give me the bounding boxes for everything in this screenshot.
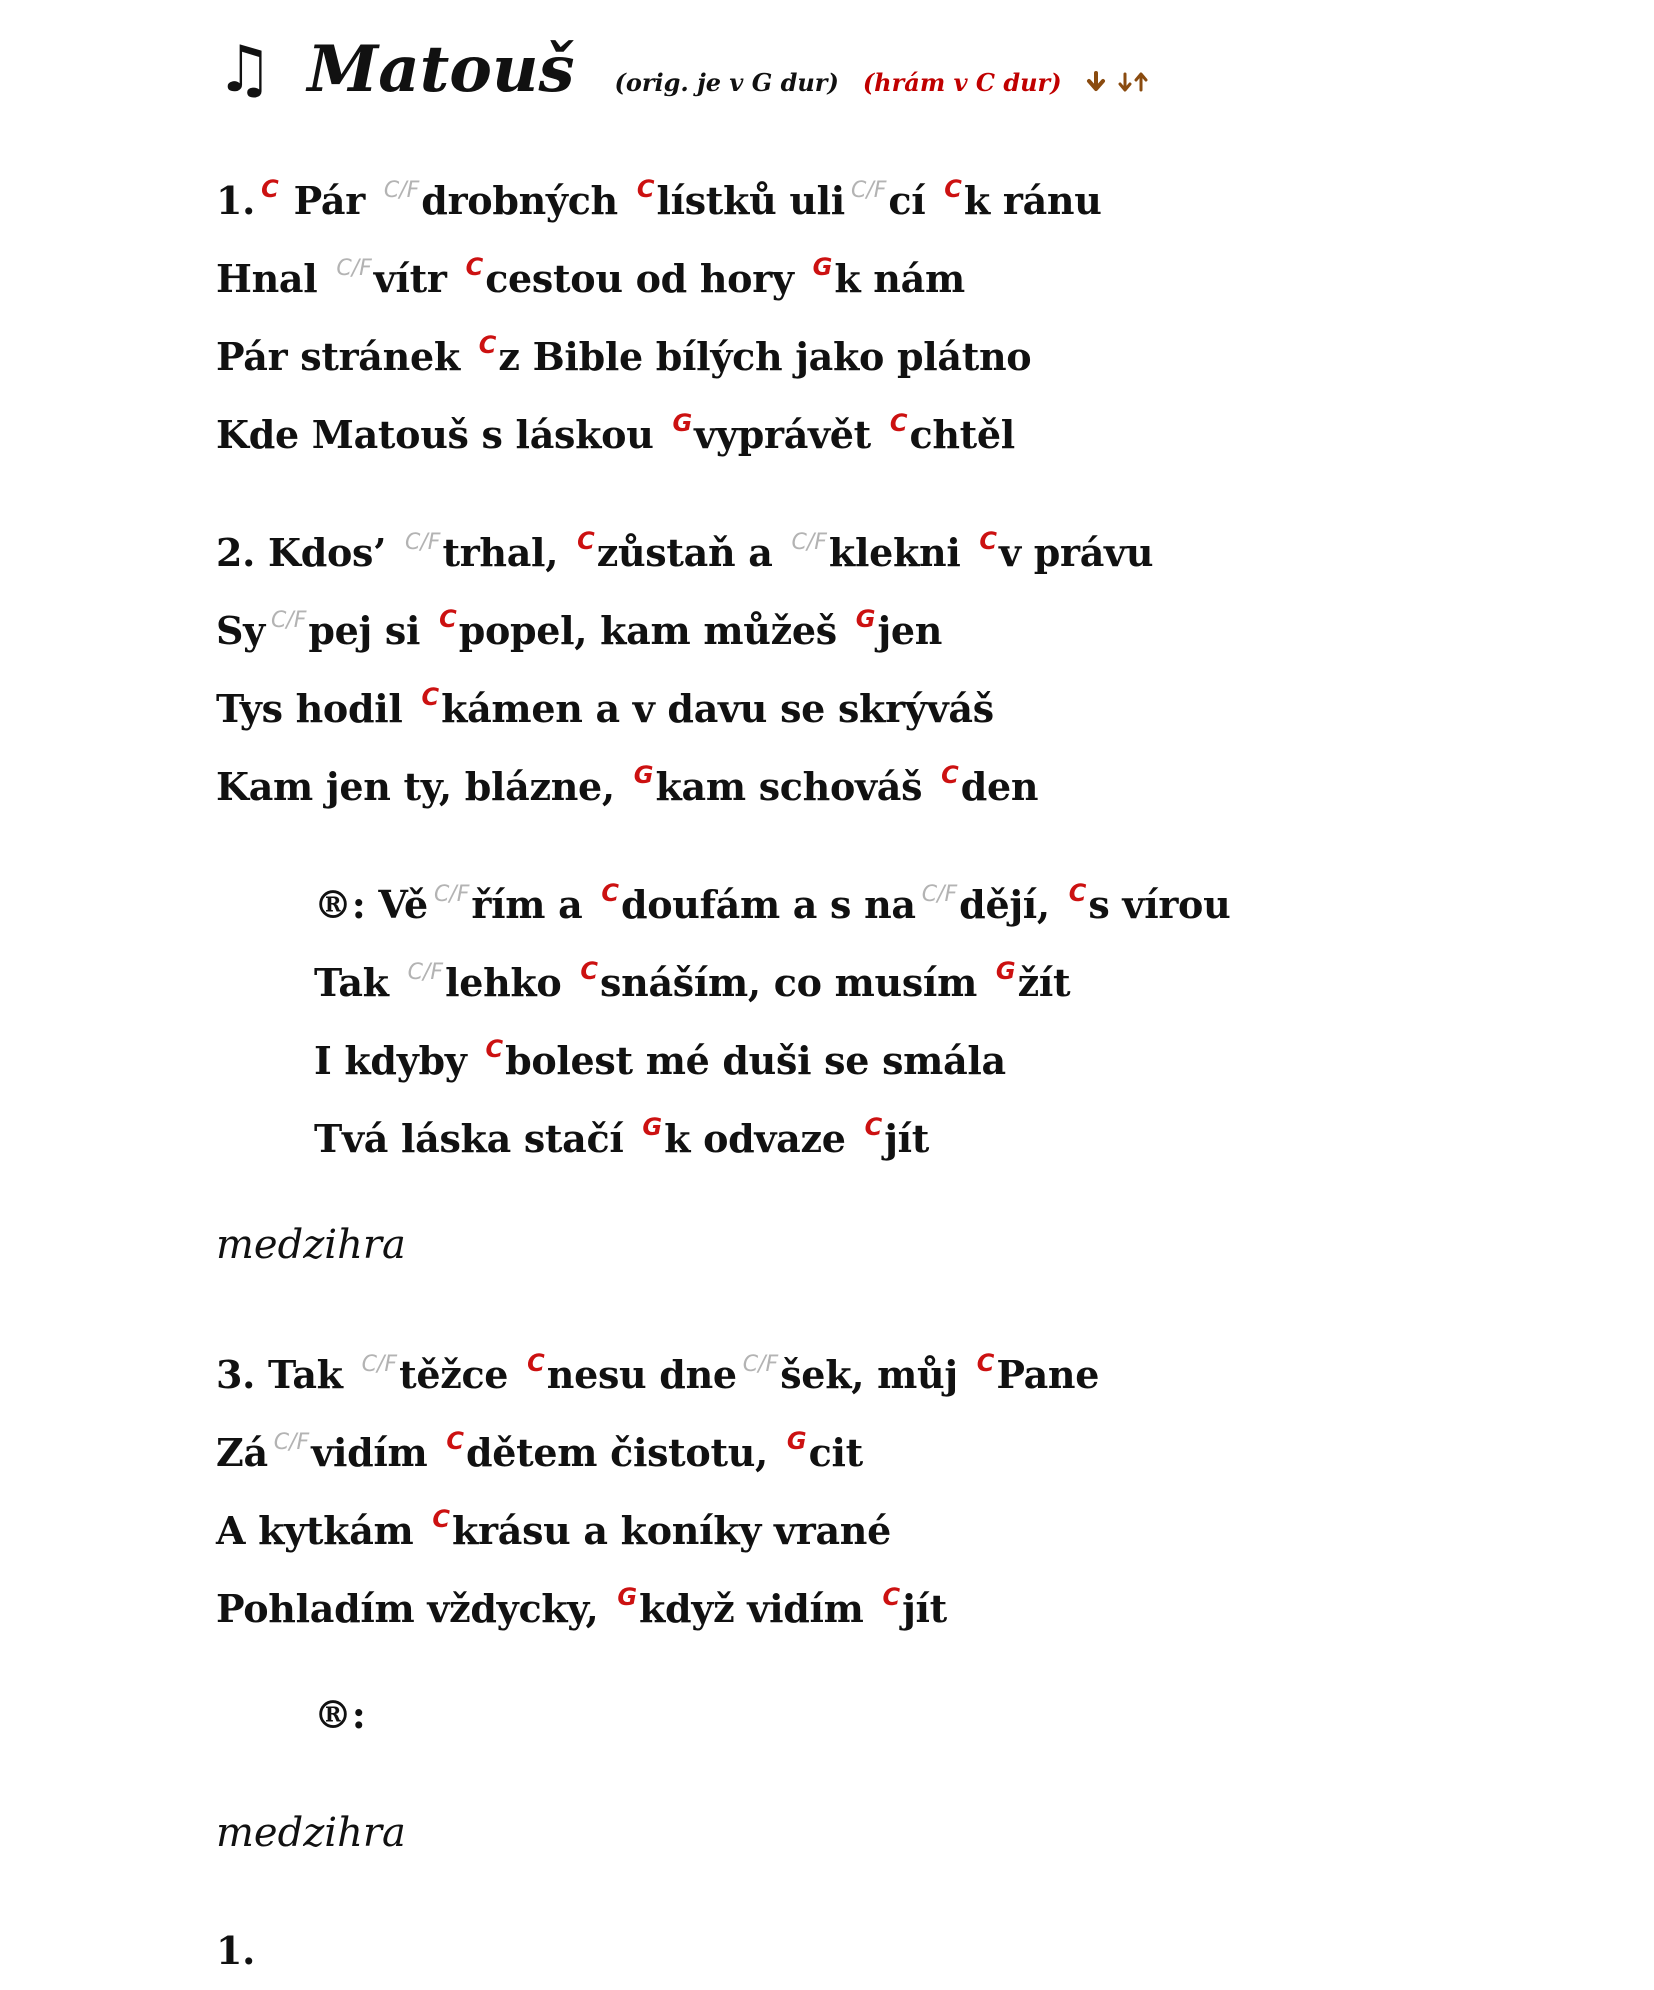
lyric-text: ®: Vě: [314, 882, 428, 927]
chord: C: [478, 331, 497, 359]
lyric-line: [216, 854, 1654, 932]
lyric-text: lístků uli: [656, 178, 845, 223]
lyric-text: den: [960, 764, 1039, 809]
lyric-text: A kytkám: [216, 1508, 427, 1553]
chorus-block: [216, 1676, 1654, 1754]
verse-block: [216, 1324, 1654, 1636]
lyric-text: dětem čistotu,: [466, 1430, 781, 1475]
lyric-text: snáším, co musím: [600, 960, 990, 1005]
chord: C: [465, 253, 484, 281]
lyric-text: Tak: [314, 960, 402, 1005]
lyric-text: s vírou: [1088, 882, 1231, 927]
chord-alt: C/F: [742, 1352, 779, 1377]
lyric-text: klekni: [828, 530, 974, 575]
chord: C: [446, 1427, 464, 1455]
lyric-text: kam schováš: [655, 764, 936, 809]
lyric-text: k ránu: [963, 178, 1102, 223]
lyric-text: Pár stránek: [216, 334, 473, 379]
lyric-text: bolest mé duši se smála: [505, 1038, 1006, 1083]
transpose-toggle-icon[interactable]: [1116, 69, 1150, 97]
lyric-line: [216, 1480, 1654, 1558]
chord-alt: C/F: [336, 256, 372, 281]
lyric-text: 1.: [216, 178, 256, 223]
lyric-text: cit: [808, 1430, 863, 1475]
lyric-text: vítr: [373, 256, 460, 301]
original-key-label: (orig. je v G dur): [614, 68, 839, 97]
lyric-line: [216, 150, 1654, 228]
chord-alt: C/F: [850, 178, 887, 203]
interlude-label: medzihra: [216, 1810, 406, 1856]
block-gap: [216, 1284, 1654, 1324]
chord: C: [882, 1583, 901, 1611]
chord: G: [633, 761, 654, 789]
chord-alt: C/F: [273, 1430, 310, 1455]
lyric-text: žít: [1017, 960, 1071, 1005]
lyric-text: vyprávět: [694, 412, 884, 457]
chord: C: [580, 957, 599, 985]
lyric-text: Hnal: [216, 256, 331, 301]
lyric-text: 3. Tak: [216, 1352, 356, 1397]
chord: G: [672, 409, 693, 437]
lyric-text: popel, kam můžeš: [458, 608, 850, 653]
lyric-line: [216, 502, 1654, 580]
chord: C: [864, 1113, 883, 1141]
chord: C: [941, 761, 959, 789]
lyric-line: [216, 580, 1654, 658]
lyric-text: 2. Kdos’: [216, 530, 399, 575]
lyric-text: doufám a s na: [620, 882, 916, 927]
verse-block: [216, 1912, 1654, 1990]
lyric-text: lehko: [445, 960, 575, 1005]
chord: C: [485, 1035, 504, 1063]
lyric-text: cestou od hory: [485, 256, 807, 301]
lyric-text: Kam jen ty, blázne,: [216, 764, 628, 809]
lyric-text: chtěl: [909, 412, 1015, 457]
lyric-text: z Bible bílých jako plátno: [498, 334, 1032, 379]
lyric-text: I kdyby: [314, 1038, 480, 1083]
lyric-line: [216, 736, 1654, 814]
lyric-text: nesu dne: [546, 1352, 737, 1397]
lyric-text: trhal,: [442, 530, 572, 575]
block-gap: [216, 1754, 1654, 1794]
lyric-line: [216, 1558, 1654, 1636]
lyric-text: zůstaň a: [596, 530, 786, 575]
lyric-text: Pár: [280, 178, 378, 223]
lyric-line: [216, 306, 1654, 384]
chord: G: [617, 1583, 638, 1611]
chord-alt: C/F: [407, 960, 444, 985]
chord: G: [786, 1427, 807, 1455]
chord: C: [432, 1505, 450, 1533]
chord: C: [944, 175, 962, 203]
chorus-block: [216, 854, 1654, 1166]
lyric-text: jen: [877, 608, 943, 653]
chord: C: [636, 175, 655, 203]
chord-alt: C/F: [383, 178, 420, 203]
song-header: [216, 32, 1150, 112]
lyric-text: Kde Matouš s láskou: [216, 412, 667, 457]
chord: C: [976, 1349, 995, 1377]
block-gap: [216, 814, 1654, 854]
lyric-text: pej si: [308, 608, 434, 653]
lyric-text: těžce: [399, 1352, 522, 1397]
chord-alt: C/F: [361, 1352, 398, 1377]
lyric-text: Pane: [996, 1352, 1100, 1397]
played-key-label: (hrám v C dur): [862, 68, 1062, 97]
verse-block: [216, 502, 1654, 814]
chord: C: [261, 175, 279, 203]
lyric-line: [216, 1010, 1654, 1088]
lyric-text: krásu a koníky vrané: [452, 1508, 891, 1553]
lyric-text: Tvá láska stačí: [314, 1116, 637, 1161]
lyric-line: [216, 1402, 1654, 1480]
chord-alt: C/F: [270, 608, 307, 633]
song-body: [216, 150, 1654, 1990]
chord: C: [1068, 879, 1087, 907]
chord-alt: C/F: [921, 882, 958, 907]
lyric-text: kámen a v davu se skrýváš: [441, 686, 994, 731]
lyric-text: k odvaze: [664, 1116, 859, 1161]
chord: G: [642, 1113, 663, 1141]
lyric-text: vidím: [311, 1430, 441, 1475]
chord: G: [812, 253, 833, 281]
verse-block: [216, 150, 1654, 462]
lyric-text: jít: [884, 1116, 930, 1161]
chord-alt: C/F: [791, 530, 827, 555]
lyric-text: drobných: [421, 178, 631, 223]
music-note-icon: ♫: [216, 33, 274, 107]
lyric-line: [216, 1088, 1654, 1166]
lyric-line: [216, 1324, 1654, 1402]
chord: C: [979, 527, 998, 555]
block-gap: [216, 1166, 1654, 1206]
block-gap: [216, 462, 1654, 502]
lyric-line: [216, 384, 1654, 462]
lyric-line: [216, 658, 1654, 736]
block-gap: [216, 1872, 1654, 1912]
lyric-line: [216, 228, 1654, 306]
lyric-text: když vidím: [639, 1586, 877, 1631]
lyric-line: [216, 1676, 1654, 1754]
chord: G: [995, 957, 1016, 985]
lyric-text: Sy: [216, 608, 265, 653]
chord-alt: C/F: [433, 882, 470, 907]
lyric-text: šek, můj: [780, 1352, 971, 1397]
lyric-text: jít: [902, 1586, 947, 1631]
chord: C: [527, 1349, 545, 1377]
chord: C: [421, 683, 440, 711]
chord: C: [889, 409, 908, 437]
song-title: Matouš: [307, 32, 575, 107]
chord: G: [855, 605, 876, 633]
lyric-text: Pohladím vždycky,: [216, 1586, 612, 1631]
lyric-text: ®:: [314, 1692, 366, 1737]
lyric-text: Zá: [216, 1430, 268, 1475]
chord: C: [601, 879, 619, 907]
lyric-text: řím a: [471, 882, 596, 927]
lyric-text: k nám: [834, 256, 965, 301]
chord-alt: C/F: [405, 530, 441, 555]
chord: C: [439, 605, 457, 633]
block-gap: [216, 1636, 1654, 1676]
lyric-text: Tys hodil: [216, 686, 416, 731]
transpose-down-icon[interactable]: [1086, 69, 1106, 97]
lyric-text: 1.: [216, 1928, 256, 1973]
interlude-label: medzihra: [216, 1222, 406, 1268]
lyric-text: cí: [888, 178, 939, 223]
lyric-line: [216, 1912, 1654, 1990]
lyric-text: v právu: [999, 530, 1154, 575]
lyric-line: [216, 932, 1654, 1010]
chord: C: [577, 527, 595, 555]
lyric-text: dějí,: [959, 882, 1063, 927]
